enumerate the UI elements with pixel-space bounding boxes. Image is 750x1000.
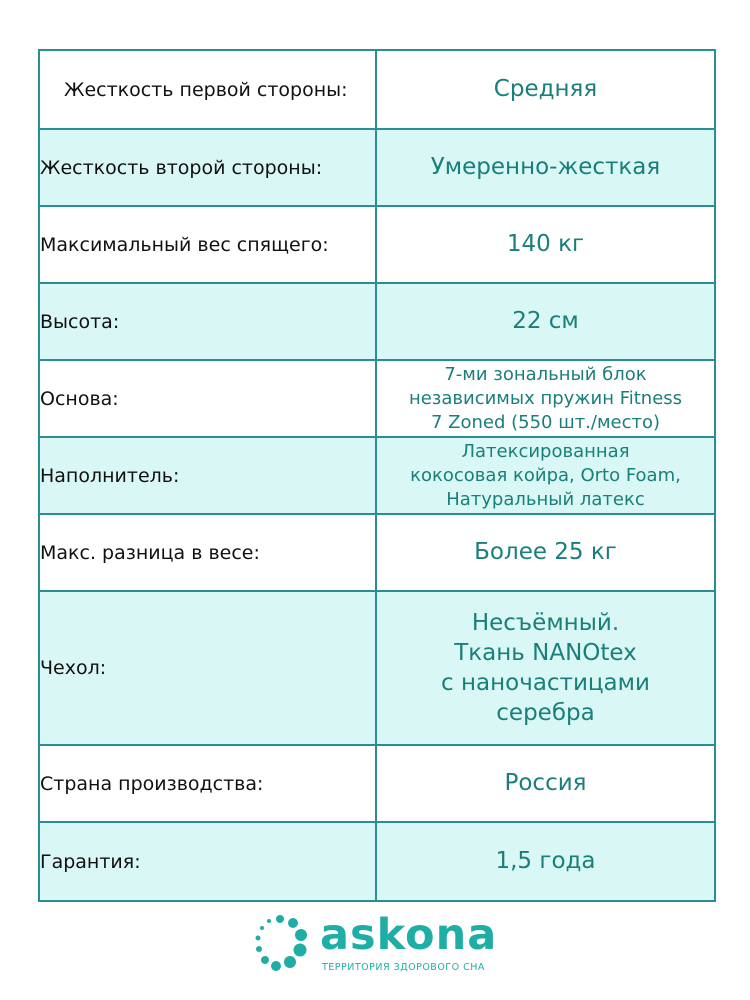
spec-value-line: кокосовая койра, Orto Foam, [410, 464, 681, 486]
askona-logo [248, 907, 508, 977]
spec-value-line: Средняя [493, 75, 598, 102]
spec-table [38, 49, 716, 902]
spec-label: Высота: [39, 283, 376, 360]
spec-value-line: серебра [496, 700, 595, 726]
spec-value [376, 283, 715, 360]
spec-row-max-weight [39, 206, 715, 283]
spec-row-weight-difference [39, 514, 715, 591]
spec-value [376, 360, 715, 437]
spec-label: Наполнитель: [39, 437, 376, 514]
spec-value [376, 514, 715, 591]
askona-dots-icon [248, 911, 312, 975]
spec-value-line: с наночастицами [441, 670, 650, 696]
spec-value-line: Латексированная [461, 440, 630, 462]
spec-label: Страна производства: [39, 745, 376, 822]
brand-name: askona [320, 910, 498, 960]
spec-label: Гарантия: [39, 822, 376, 901]
spec-label: Чехол: [39, 591, 376, 745]
spec-value-line: 140 кг [506, 230, 585, 257]
spec-value-line: Более 25 кг [474, 538, 617, 565]
brand-tagline: ТЕРРИТОРИЯ ЗДОРОВОГО СНА [322, 962, 485, 973]
spec-value-line: Несъёмный. [471, 610, 620, 636]
spec-value [376, 591, 715, 745]
spec-row-country [39, 745, 715, 822]
spec-row-base [39, 360, 715, 437]
spec-value-line: Умеренно-жесткая [430, 153, 661, 180]
spec-value-line: Ткань NANOtex [454, 640, 637, 666]
spec-value-line: 7 Zoned (550 шт./место) [430, 411, 661, 433]
spec-value-line: независимых пружин Fitness [408, 387, 683, 409]
spec-row-second-side-firmness [39, 129, 715, 206]
spec-value-line: 22 см [512, 307, 579, 334]
spec-label: Макс. разница в весе: [39, 514, 376, 591]
spec-label: Жесткость первой стороны: [39, 50, 376, 129]
spec-value-line: 1,5 года [495, 847, 596, 874]
spec-value [376, 50, 715, 129]
spec-value-line: Россия [504, 769, 587, 796]
spec-value [376, 129, 715, 206]
spec-row-cover [39, 591, 715, 745]
spec-value [376, 437, 715, 514]
spec-label: Максимальный вес спящего: [39, 206, 376, 283]
spec-row-first-side-firmness [39, 50, 715, 129]
spec-value-line: 7-ми зональный блок [444, 363, 647, 385]
spec-row-filling [39, 437, 715, 514]
spec-row-height [39, 283, 715, 360]
spec-value [376, 745, 715, 822]
spec-label: Жесткость второй стороны: [39, 129, 376, 206]
spec-value-line: Натуральный латекс [446, 488, 645, 510]
spec-label: Основа: [39, 360, 376, 437]
spec-row-warranty [39, 822, 715, 901]
spec-value [376, 206, 715, 283]
spec-value [376, 822, 715, 901]
